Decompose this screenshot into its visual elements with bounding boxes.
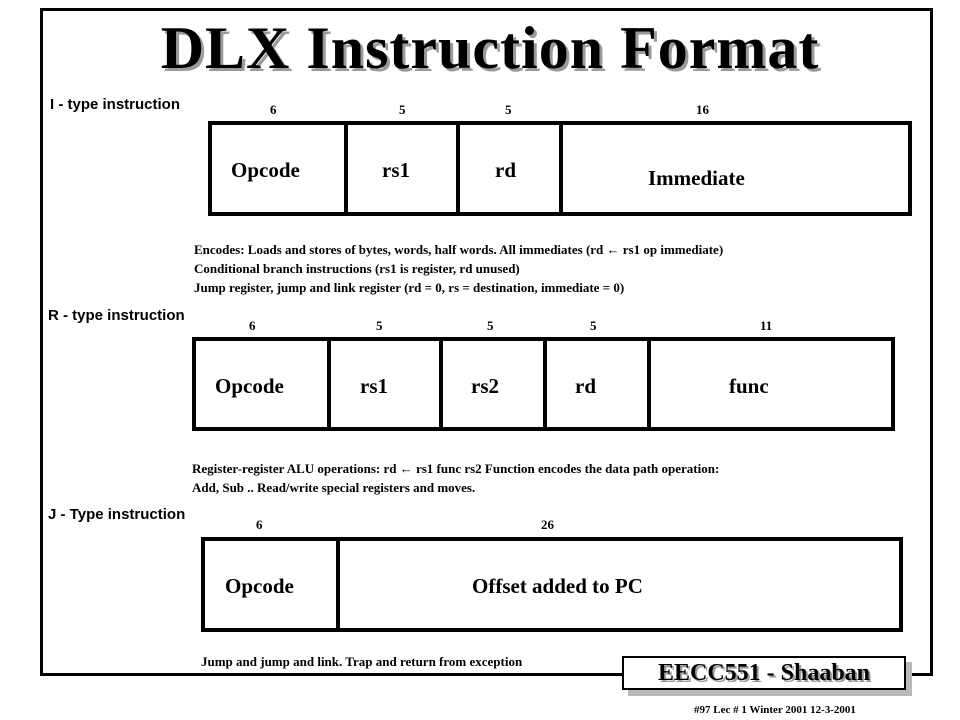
- i-type-field-rd: rd: [495, 158, 516, 182]
- j-type-divider: [336, 537, 340, 632]
- i-type-divider: [559, 121, 563, 216]
- i-type-note-line: Conditional branch instructions (rs1 is register, rd unused): [194, 261, 520, 276]
- j-type-notes: [201, 652, 522, 671]
- slide-title: DLX Instruction Format: [160, 15, 820, 81]
- j-type-bits-offset: 26: [541, 517, 554, 532]
- r-type-field-rs2: rs2: [471, 374, 499, 398]
- i-type-note-line: Encodes: Loads and stores of bytes, words, half words. All immediates (rd ← rs1 op immediate): [194, 242, 724, 257]
- r-type-notes: [192, 459, 719, 497]
- i-type-note-line: Jump register, jump and link register (rd = 0, rs = destination, immediate = 0): [194, 280, 625, 295]
- r-type-bits-rs2: 5: [487, 318, 494, 333]
- j-type-note-line: Jump and jump and link. Trap and return from exception: [201, 654, 523, 669]
- r-type-divider: [439, 337, 443, 431]
- r-type-field-func: func: [729, 374, 769, 398]
- r-type-divider: [327, 337, 331, 431]
- r-type-field-rs1: rs1: [360, 374, 388, 398]
- j-type-field-opcode: Opcode: [225, 574, 294, 598]
- r-type-note-line: Register-register ALU operations: rd ← rs1 func rs2 Function encodes the data path operation:: [192, 461, 720, 476]
- i-type-field-rs1: rs1: [382, 158, 410, 182]
- r-type-bits-opcode: 6: [249, 318, 256, 333]
- r-type-bits-func: 11: [760, 318, 773, 333]
- r-type-field-opcode: Opcode: [215, 374, 284, 398]
- i-type-bits-rs1: 5: [399, 102, 406, 117]
- i-type-notes: [194, 240, 723, 297]
- course-badge: [622, 656, 912, 696]
- j-type-bits-opcode: 6: [256, 517, 263, 532]
- i-type-format-box: [208, 121, 912, 216]
- j-type-field-offset: Offset added to PC: [472, 574, 643, 598]
- r-type-note-line: Add, Sub .. Read/write special registers and moves.: [192, 480, 476, 495]
- r-type-bits-rd: 5: [590, 318, 597, 333]
- r-type-format-box: [192, 337, 895, 431]
- r-type-label: R - type instruction: [48, 307, 185, 324]
- j-type-label: J - Type instruction: [48, 506, 186, 523]
- i-type-field-opcode: Opcode: [231, 158, 300, 182]
- i-type-bits-rd: 5: [505, 102, 512, 117]
- r-type-divider: [543, 337, 547, 431]
- i-type-divider: [456, 121, 460, 216]
- i-type-bits-opcode: 6: [270, 102, 277, 117]
- course-badge-box: [622, 656, 906, 690]
- i-type-label: I - type instruction: [50, 96, 181, 113]
- i-type-divider: [344, 121, 348, 216]
- course-badge-text: EECC551 - Shaaban: [657, 660, 871, 686]
- i-type-field-immediate: Immediate: [648, 166, 745, 190]
- r-type-divider: [647, 337, 651, 431]
- i-type-bits-immediate: 16: [696, 102, 709, 117]
- r-type-bits-rs1: 5: [376, 318, 383, 333]
- r-type-field-rd: rd: [575, 374, 596, 398]
- slide-footer: #97 Lec # 1 Winter 2001 12-3-2001: [694, 704, 856, 716]
